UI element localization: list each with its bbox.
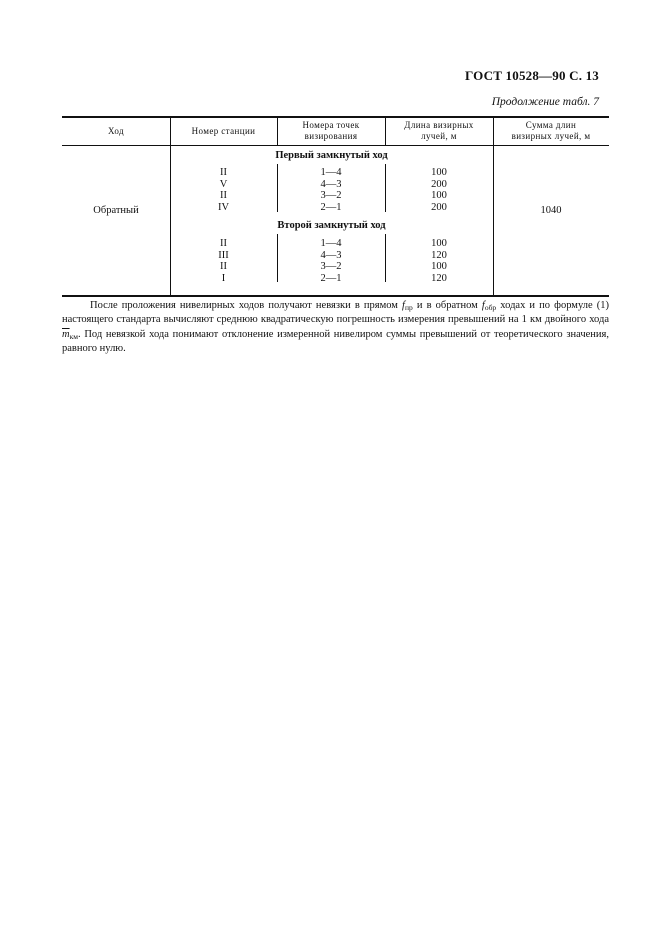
header-direction: Ход <box>108 125 124 136</box>
sight-points-column <box>277 238 385 284</box>
sight-length: 200 <box>431 201 447 213</box>
page-header: ГОСТ 10528—90 С. 13 <box>465 68 599 83</box>
sight-length: 200 <box>431 178 447 190</box>
sight-point: 1—4 <box>320 167 342 178</box>
f-symbol: f <box>481 300 485 311</box>
station-number: II <box>220 190 227 201</box>
header-sight-length: Длина визирных лучей, м <box>404 120 474 141</box>
sight-length: 100 <box>431 261 447 272</box>
station-table <box>62 116 609 296</box>
section-title-first-loop: Первый замкнутый ход <box>275 150 388 161</box>
station-number: II <box>220 167 227 178</box>
station-number: I <box>221 272 226 284</box>
sight-point: 2—1 <box>320 201 342 213</box>
sight-point: 1—4 <box>320 238 342 249</box>
sight-points-column <box>277 167 385 213</box>
sight-point: 2—1 <box>320 272 342 284</box>
m-symbol: $\overline{m}$ <box>62 328 70 340</box>
header-sight-points: Номера точек визирования <box>302 120 360 141</box>
sight-length: 120 <box>431 249 447 261</box>
sight-length: 100 <box>431 190 447 201</box>
paragraph-text: и в обратном <box>412 300 482 311</box>
table-continuation-label: Продолжение табл. 7 <box>491 96 599 108</box>
sight-length: 100 <box>431 167 447 178</box>
sight-length-column <box>385 238 493 284</box>
direction-cell: Обратный <box>93 205 139 216</box>
header-station-number: Номер станции <box>191 125 256 136</box>
f-symbol: f <box>402 300 405 311</box>
section-title-second-loop: Второй замкнутый ход <box>277 220 386 231</box>
sight-point: 4—3 <box>320 249 342 261</box>
paragraph-text: После проложения нивелирных ходов получают невязки в прямом <box>90 300 403 311</box>
sight-point: 3—2 <box>320 261 342 272</box>
sight-length: 100 <box>431 238 447 249</box>
station-column <box>170 238 277 284</box>
subscript-forward: пр <box>404 303 413 312</box>
station-number: V <box>219 178 228 190</box>
sight-point: 4—3 <box>320 178 342 190</box>
paragraph-text: ходах и по формуле (1) настоящего стандарта вычисляют среднюю квадратическую погрешность измерения превышений на 1 км двойного хода <box>62 300 609 326</box>
table-bottom-rule <box>62 295 609 297</box>
paragraph-text: . Под невязкой хода понимают отклонение измеренной нивелиром суммы превышений от теоретического значения, равного нулю. <box>62 328 609 354</box>
header-sight-sum: Сумма длин визирных лучей, м <box>511 120 591 141</box>
total-length-cell: 1040 <box>540 205 562 216</box>
station-number: II <box>220 238 227 249</box>
subscript-backward: обр <box>484 303 497 312</box>
station-column <box>170 167 277 213</box>
sight-length-column <box>385 167 493 213</box>
sight-length: 120 <box>431 272 447 284</box>
subscript-km: км <box>69 331 78 341</box>
station-number: IV <box>217 201 230 213</box>
body-paragraph <box>62 299 609 356</box>
table-header-rule <box>62 145 609 146</box>
station-number: III <box>218 249 229 261</box>
station-number: II <box>220 261 227 272</box>
sight-point: 3—2 <box>320 190 342 201</box>
